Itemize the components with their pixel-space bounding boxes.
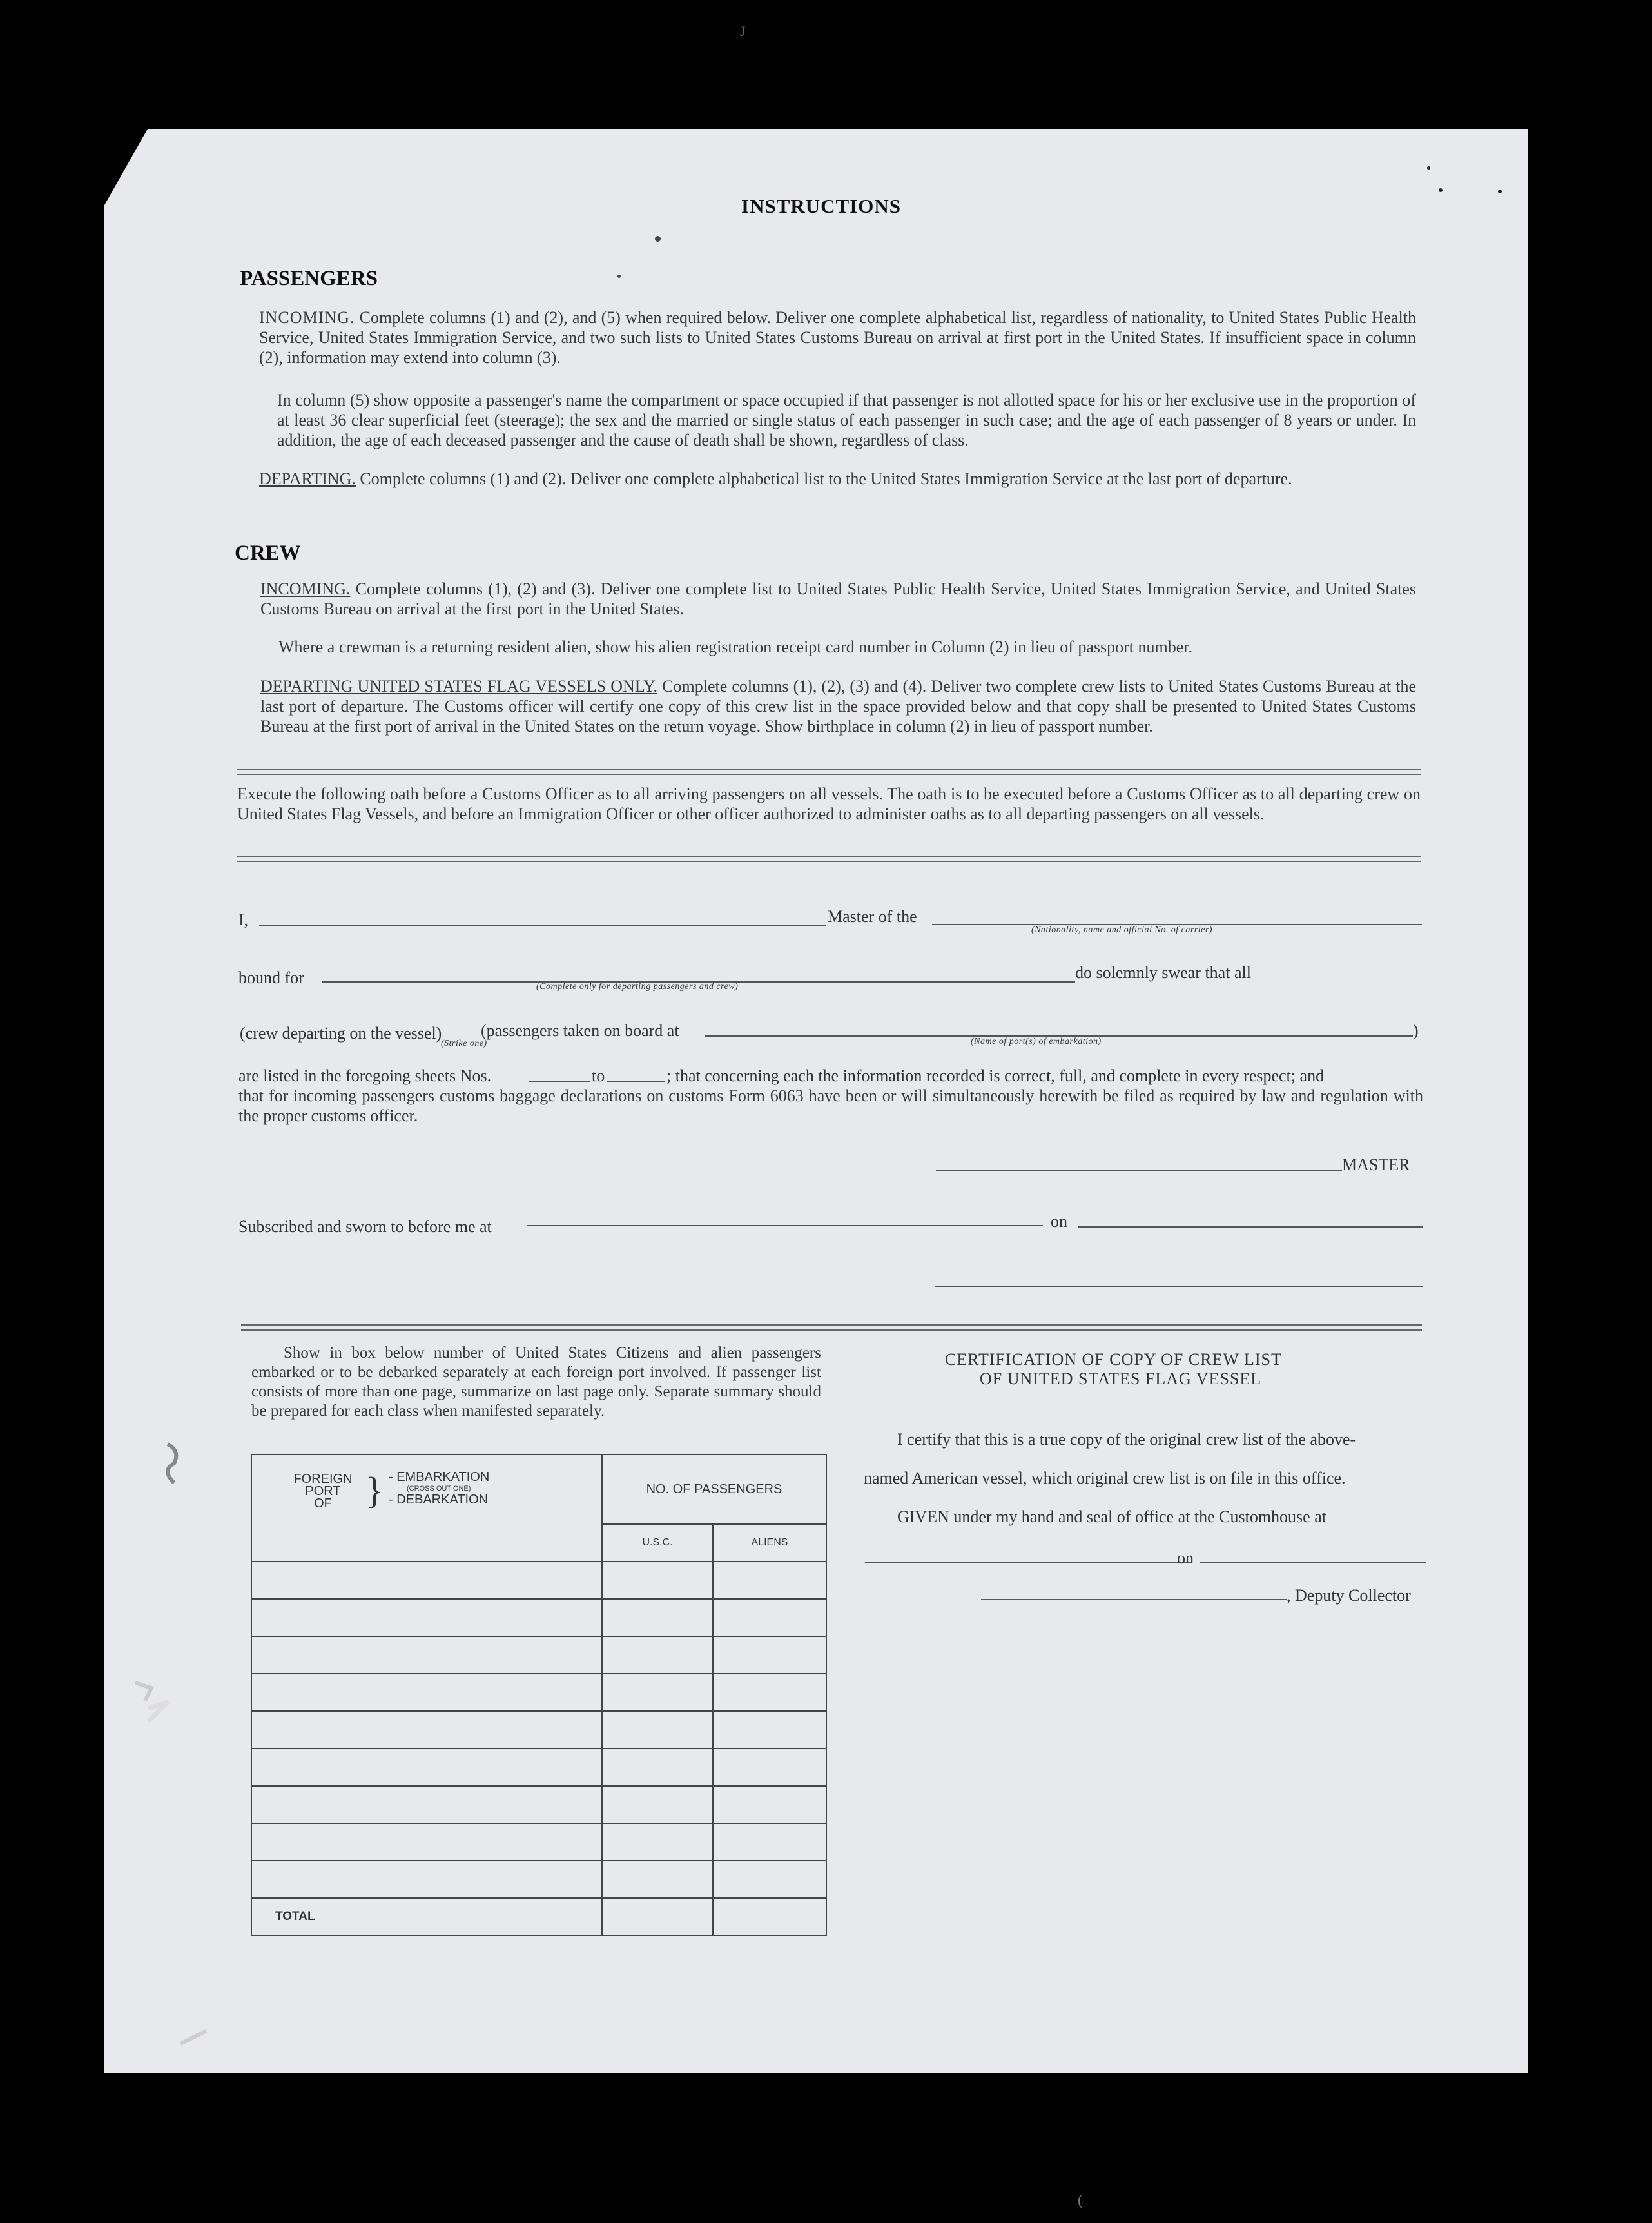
aliens-cell[interactable] <box>713 1711 826 1748</box>
port-cell[interactable] <box>251 1786 602 1823</box>
listed-suffix: ; that concerning each the information recorded is correct, full, and complete in every respect; and <box>666 1066 1325 1085</box>
page-title: INSTRUCTIONS <box>741 195 902 217</box>
margin-smudge-marks <box>116 1425 258 2070</box>
passengers-column5-text: In column (5) show opposite a passenger's name the compartment or space occupied if that passenger is not allotted space for his or her exclusive use in the proportion of at least 36 clear superficial feet (steerage); the sex and the married or single status of each passenger in such case; and the age of each passenger of 8 years or under. In addition, the age of each deceased passenger and the cause of death shall be shown, regardless of class. <box>277 391 1416 449</box>
cross-out-note: (CROSS OUT ONE) <box>407 1485 471 1493</box>
crew-departing-option[interactable]: (crew departing on the vessel) <box>240 1024 442 1043</box>
usc-cell[interactable] <box>602 1636 713 1674</box>
bound-for-label: bound for <box>238 968 304 987</box>
table-row <box>251 1861 826 1898</box>
to-label: to <box>592 1066 605 1085</box>
bottom-margin-mark: ( <box>1078 2192 1083 2209</box>
solemnly-swear-text: do solemnly swear that all <box>1075 963 1251 982</box>
aliens-cell[interactable] <box>713 1562 826 1599</box>
officer-signature-field[interactable] <box>935 1286 1423 1287</box>
usc-cell[interactable] <box>602 1823 713 1861</box>
section-divider <box>241 1324 1422 1331</box>
ink-speck <box>655 236 661 242</box>
ink-speck <box>1498 190 1502 193</box>
crew-incoming-text: Complete columns (1), (2) and (3). Deliver one complete list to United States Public Health Service, United States Immigration Service, and United States Customs Bureau on arrival at the first port in the United States. <box>260 580 1416 618</box>
ports-note: (Name of port(s) of embarkation) <box>971 1037 1102 1046</box>
brace-icon: } <box>365 1469 384 1511</box>
sheet-from-field[interactable] <box>529 1081 590 1082</box>
certify-line2: named American vessel, which original crew list is on file in this office. <box>864 1469 1346 1487</box>
nationality-note: (Nationality, name and official No. of carrier) <box>1031 925 1212 935</box>
port-cell[interactable] <box>251 1674 602 1711</box>
master-label: MASTER <box>1342 1155 1410 1174</box>
crew-departing-text: Complete columns (1), (2), (3) and (4). Deliver two complete crew lists to United States Customs Bureau at the last port of departure. The Customs officer will certify one copy of this crew list in the space provided below and that copy shall be presented to United States Customs Bureau at the first port of arrival in the United States on the return voyage. Show birthplace in column (2) in lieu of passport number. <box>260 677 1417 736</box>
port-cell[interactable] <box>251 1636 602 1674</box>
port-cell[interactable] <box>251 1599 602 1636</box>
usc-header: U.S.C. <box>602 1524 713 1562</box>
crew-departing-label: DEPARTING UNITED STATES FLAG VESSELS ONLY. <box>260 677 658 696</box>
usc-cell[interactable] <box>602 1711 713 1748</box>
sheet-to-field[interactable] <box>607 1081 665 1082</box>
aliens-cell[interactable] <box>713 1786 826 1823</box>
usc-cell[interactable] <box>602 1861 713 1898</box>
passengers-departing-label: DEPARTING. <box>259 469 356 488</box>
aliens-cell[interactable] <box>713 1748 826 1786</box>
ink-speck <box>617 275 621 278</box>
aliens-cell[interactable] <box>713 1861 826 1898</box>
port-cell[interactable] <box>251 1823 602 1861</box>
aliens-cell[interactable] <box>713 1599 826 1636</box>
subscribed-date-field[interactable] <box>1078 1226 1423 1228</box>
debarkation-option[interactable]: - DEBARKATION <box>389 1493 489 1507</box>
usc-cell[interactable] <box>602 1599 713 1636</box>
passengers-departing-text: Complete columns (1) and (2). Deliver one complete alphabetical list to the United States Immigration Service at the last port of departure. <box>360 469 1292 488</box>
subscribed-label: Subscribed and sworn to before me at <box>238 1217 492 1236</box>
table-row <box>251 1562 826 1599</box>
aliens-header: ALIENS <box>713 1524 826 1562</box>
no-of-passengers-header: NO. OF PASSENGERS <box>602 1454 826 1524</box>
crew-incoming-label: INCOMING. <box>260 580 351 598</box>
passengers-incoming-section <box>259 308 1416 367</box>
port-cell[interactable] <box>251 1748 602 1786</box>
aliens-cell[interactable] <box>713 1636 826 1674</box>
aliens-cell[interactable] <box>713 1823 826 1861</box>
passenger-summary-table <box>251 1454 827 1936</box>
aliens-cell[interactable] <box>713 1674 826 1711</box>
subscribed-on-label: on <box>1051 1212 1067 1231</box>
passengers-incoming-text: Complete columns (1) and (2), and (5) when required below. Deliver one complete alphabetical list, regardless of nationality, to United States Public Health Service, United States Immigration Service, and two such lists to United States Customs Bureau on arrival at first port in the United States. If insufficient space in column (2), information may extend into column (3). <box>259 308 1416 367</box>
table-row <box>251 1748 826 1786</box>
total-label: TOTAL <box>251 1898 602 1935</box>
close-paren: ) <box>1413 1021 1419 1040</box>
certification-date-field[interactable] <box>1200 1562 1426 1563</box>
listed-prefix: are listed in the foregoing sheets Nos. <box>238 1066 492 1085</box>
usc-cell[interactable] <box>602 1786 713 1823</box>
certification-title-line1: CERTIFICATION OF COPY OF CREW LIST <box>945 1350 1282 1369</box>
top-margin-mark: J <box>740 23 746 39</box>
subscribed-place-field[interactable] <box>527 1225 1043 1226</box>
complete-only-note: (Complete only for departing passengers and crew) <box>536 982 739 992</box>
deputy-signature-field[interactable] <box>981 1599 1287 1600</box>
certification-on-label: on <box>1177 1549 1194 1567</box>
deputy-collector-label: , Deputy Collector <box>1287 1586 1411 1605</box>
passengers-heading: PASSENGERS <box>240 267 378 290</box>
table-row <box>251 1599 826 1636</box>
given-line: GIVEN under my hand and seal of office at the Customhouse at <box>897 1507 1326 1526</box>
crew-heading: CREW <box>235 542 301 565</box>
listed-line2: that for incoming passengers customs baggage declarations on customs Form 6063 have been or will simultaneously herewith be filed as required by law and regulation with the proper customs officer. <box>238 1086 1423 1125</box>
master-signature-field[interactable] <box>936 1170 1342 1171</box>
total-row <box>251 1898 826 1935</box>
section-divider <box>237 769 1421 775</box>
crew-incoming-section <box>260 579 1416 619</box>
usc-cell[interactable] <box>602 1748 713 1786</box>
port-header-cell <box>251 1454 602 1562</box>
ink-speck <box>1439 188 1443 192</box>
table-row <box>251 1786 826 1823</box>
strike-one-note: (Strike one) <box>441 1039 487 1048</box>
oath-intro-text: Execute the following oath before a Customs Officer as to all arriving passengers on all vessels. The oath is to be executed before a Customs Officer as to all departing crew on United States Flag Vessels, and before an Immigration Officer or other officer authorized to administer oaths as to all departing passengers on all vessels. <box>237 785 1421 823</box>
oath-i-label: I, <box>238 910 249 929</box>
foreign-label: FOREIGN <box>293 1472 353 1486</box>
embarkation-option[interactable]: - EMBARKATION <box>389 1470 490 1484</box>
usc-total-cell[interactable] <box>602 1898 713 1935</box>
certify-line1: I certify that this is a true copy of the original crew list of the above- <box>897 1430 1356 1449</box>
passengers-taken-option[interactable]: (passengers taken on board at <box>481 1021 679 1040</box>
crew-departing-section <box>260 676 1416 736</box>
ink-speck <box>1427 166 1430 170</box>
usc-cell[interactable] <box>602 1562 713 1599</box>
master-name-field[interactable] <box>259 925 826 926</box>
crew-resident-text: Where a crewman is a returning resident alien, show his alien registration receipt card number in Column (2) in lieu of passport number. <box>278 638 1193 656</box>
of-label: OF <box>314 1496 332 1511</box>
passengers-departing-section <box>259 469 1416 489</box>
certification-title-line2: OF UNITED STATES FLAG VESSEL <box>980 1369 1262 1388</box>
table-row <box>251 1636 826 1674</box>
section-divider <box>237 856 1421 862</box>
usc-cell[interactable] <box>602 1674 713 1711</box>
table-row <box>251 1674 826 1711</box>
summary-intro-text: Show in box below number of United States Citizens and alien passengers embarked or to be debarked separately at each foreign port involved. If passenger list consists of more than one page, summarize on last page only. Separate summary should be prepared for each class when manifested separately. <box>251 1344 821 1420</box>
customhouse-field[interactable] <box>865 1562 1191 1563</box>
port-cell[interactable] <box>251 1711 602 1748</box>
port-cell[interactable] <box>251 1562 602 1599</box>
port-cell[interactable] <box>251 1861 602 1898</box>
passengers-incoming-label: INCOMING. <box>259 308 355 327</box>
table-row <box>251 1711 826 1748</box>
port-label: PORT <box>305 1484 341 1498</box>
table-row <box>251 1823 826 1861</box>
master-of-the-label: Master of the <box>828 907 917 926</box>
aliens-total-cell[interactable] <box>713 1898 826 1935</box>
